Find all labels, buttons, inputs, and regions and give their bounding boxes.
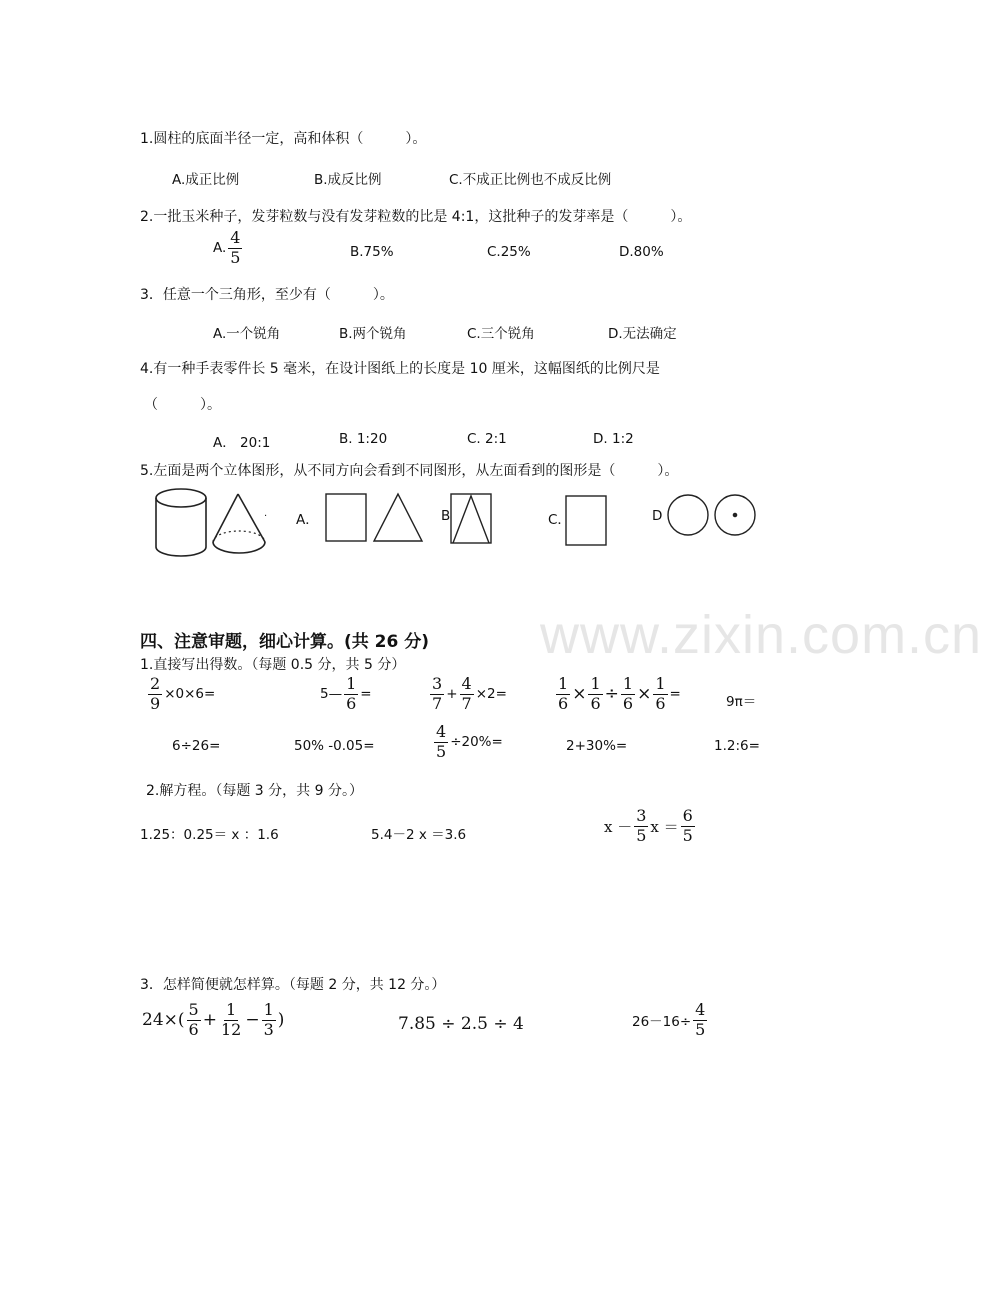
calc-item-2-rest: = [360, 686, 372, 703]
question-4-stem-line1: 4.有一种手表零件长 5 毫米，在设计图纸上的长度是 10 厘米，这幅图纸的比例尺是 [140, 361, 660, 377]
calc-item-3 [428, 676, 507, 713]
numerator: 3 [636, 806, 647, 825]
numerator: 1 [655, 674, 666, 693]
q3-option-b: B.两个锐角 [339, 326, 407, 342]
calc-item-8-rest: ÷20%= [450, 734, 503, 751]
option-a-figures [326, 494, 422, 541]
q4-option-d: D. 1:2 [593, 431, 634, 447]
q2-option-a [213, 230, 244, 267]
denominator: 6 [346, 693, 357, 713]
numerator: 5 [188, 1000, 199, 1019]
q5-option-d-label: D [652, 508, 663, 524]
numerator: 1 [590, 674, 601, 693]
calc-item-2-pre: 5— [320, 686, 343, 703]
option-b-figure [451, 494, 491, 543]
q4-option-c: C. 2:1 [467, 431, 507, 447]
numerator: 1 [346, 674, 357, 693]
denominator: 6 [590, 693, 601, 713]
numerator: 6 [682, 806, 693, 825]
denominator: 7 [461, 693, 472, 713]
fraction [187, 1002, 201, 1039]
question-5-stem: 5.左面是两个立体图形，从不同方向会看到不同图形，从左面看到的图形是（ ）。 [140, 463, 679, 479]
calc-item-8 [432, 724, 503, 761]
q3-option-d: D.无法确定 [608, 326, 677, 342]
numerator: 3 [432, 674, 443, 693]
calc-item-9: 2+30%= [566, 738, 628, 754]
denominator: 6 [622, 693, 634, 713]
calc-item-2 [320, 676, 372, 713]
calc-item-4-rest: = [669, 686, 681, 703]
q4-option-b: B. 1:20 [339, 431, 388, 447]
calc-simplify-3 [632, 1002, 709, 1039]
equation-1: 1.25：0.25＝ x ：1.6 [140, 827, 279, 843]
equation-3-mid: x ＝ [650, 817, 679, 836]
numerator: 4 [695, 1000, 706, 1019]
calc-simplify-1-pre: 24×( [142, 1010, 185, 1031]
fraction [653, 676, 667, 713]
operator: + [202, 1010, 217, 1031]
calc-item-1-rest: ×0×6= [164, 686, 216, 703]
numerator: 1 [263, 1000, 274, 1019]
q5-figures [150, 484, 770, 562]
q5-option-c-label: C． [548, 512, 571, 528]
denominator: 7 [432, 693, 443, 713]
fraction [219, 1002, 243, 1039]
q5-option-b-label: B [441, 508, 451, 524]
numerator: 4 [461, 674, 472, 693]
fraction [693, 1002, 707, 1039]
q1-option-c: C.不成正比例也不成反比例 [449, 172, 612, 188]
equation-3-pre: x － [604, 817, 633, 836]
equation-3 [604, 808, 697, 845]
operator: × [572, 684, 587, 705]
part-1-title: 1.直接写出得数。（每题 0.5 分，共 5 分） [140, 657, 406, 673]
fraction [556, 676, 570, 713]
q4-option-a: A． 20:1 [213, 435, 271, 451]
denominator: 12 [220, 1019, 242, 1039]
q3-option-a: A.一个锐角 [213, 326, 281, 342]
fraction [634, 808, 648, 845]
q1-option-a: A.成正比例 [172, 172, 240, 188]
denominator: 5 [436, 741, 447, 761]
fraction [460, 676, 474, 713]
calc-item-4 [554, 676, 681, 713]
question-2-stem: 2.一批玉米种子，发芽粒数与没有发芽粒数的比是 4:1，这批种子的发芽率是（ ）。 [140, 209, 692, 225]
q2-option-b: B.75% [350, 244, 394, 260]
fraction [434, 724, 448, 761]
fraction [262, 1002, 276, 1039]
operator: ÷ [604, 684, 619, 705]
calc-item-7: 50% -0.05= [294, 738, 375, 754]
q2-option-a-prefix: A. [213, 240, 227, 257]
denominator: 3 [263, 1019, 274, 1039]
fraction [588, 676, 602, 713]
fraction [148, 676, 162, 713]
plus-sign: + [446, 686, 458, 703]
fraction [430, 676, 444, 713]
fraction [621, 676, 635, 713]
question-3-stem: 3．任意一个三角形，至少有（ ）。 [140, 287, 394, 303]
numerator: 1 [558, 674, 569, 693]
calc-simplify-1 [142, 1002, 284, 1039]
numerator: 4 [230, 228, 241, 247]
calc-item-6: 6÷26= [172, 738, 221, 754]
numerator: 4 [436, 722, 447, 741]
calc-item-10: 1.2:6= [714, 738, 760, 754]
calc-item-1 [146, 676, 215, 713]
calc-simplify-2: 7.85 ÷ 2.5 ÷ 4 [398, 1014, 524, 1034]
equation-2: 5.4－2 x ＝3.6 [371, 827, 467, 843]
cone-figure [213, 494, 268, 553]
part-2-title: 2.解方程。（每题 3 分，共 9 分。） [146, 783, 363, 799]
section-4-title: 四、注意审题，细心计算。(共 26 分) [140, 632, 430, 652]
cylinder-figure [156, 489, 206, 556]
watermark: www.zixin.com.cn [540, 605, 982, 665]
part-3-title: 3．怎样简便就怎样算。（每题 2 分，共 12 分。） [140, 977, 446, 993]
calc-item-3-rest: ×2= [475, 686, 507, 703]
operator: × [637, 684, 652, 705]
numerator: 1 [622, 674, 634, 693]
numerator: 2 [150, 674, 161, 693]
q5-option-a-label: A． [296, 512, 319, 528]
denominator: 9 [150, 693, 161, 713]
denominator: 5 [695, 1019, 706, 1039]
fraction [344, 676, 358, 713]
denominator: 5 [682, 825, 693, 845]
q2-option-a-fraction [228, 230, 242, 267]
question-4-stem-line2: （ ）。 [144, 397, 221, 413]
denominator: 6 [655, 693, 666, 713]
q3-option-c: C.三个锐角 [467, 326, 535, 342]
operator: − [245, 1010, 260, 1031]
q2-option-c: C.25% [487, 244, 531, 260]
option-c-figure [566, 496, 606, 545]
denominator: 6 [188, 1019, 199, 1039]
q5-dot-label: . [264, 508, 268, 519]
denominator: 5 [230, 247, 241, 267]
option-d-figures [668, 495, 755, 535]
calc-simplify-3-pre: 26－16÷ [632, 1014, 692, 1031]
denominator: 6 [558, 693, 569, 713]
denominator: 5 [636, 825, 647, 845]
calc-item-5: 9π＝ [726, 694, 757, 710]
q2-option-d: D.80% [619, 244, 664, 260]
calc-simplify-1-post: ) [277, 1010, 285, 1031]
fraction [681, 808, 695, 845]
question-1-stem: 1.圆柱的底面半径一定，高和体积（ ）。 [140, 131, 427, 147]
numerator: 1 [226, 1000, 237, 1019]
q1-option-b: B.成反比例 [314, 172, 382, 188]
